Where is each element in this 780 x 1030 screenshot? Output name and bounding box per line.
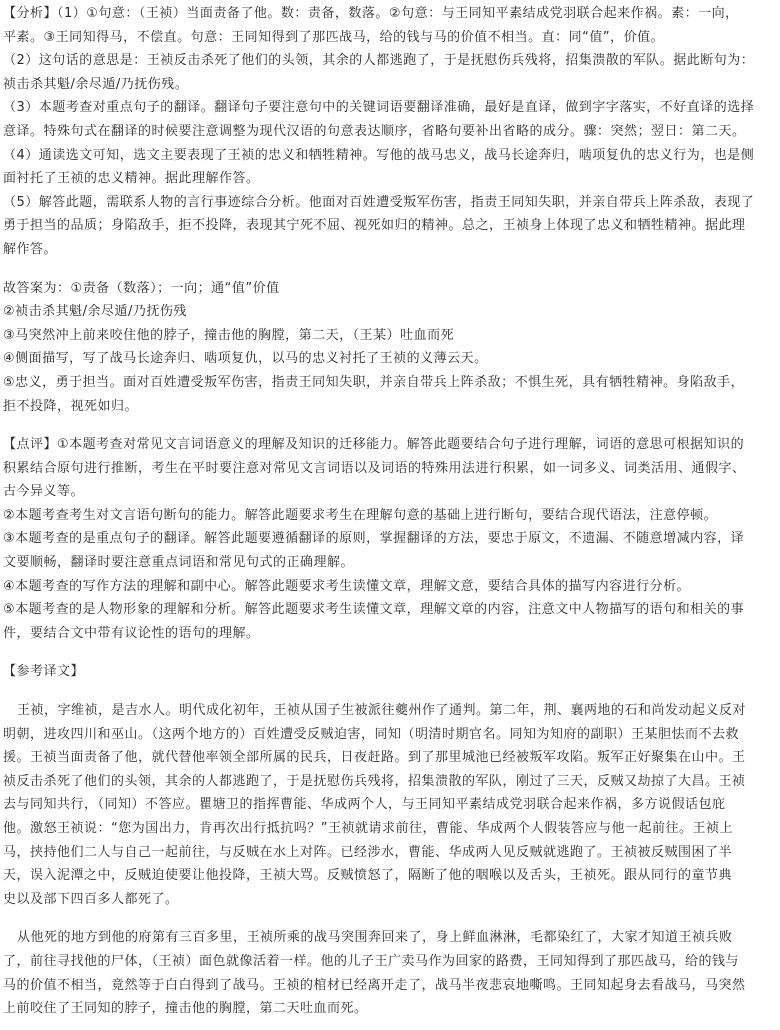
translation-line: 天，误入泥潭之中，反贼迫使要让他投降，王祯大骂。反贼愤怒了，隔断了他的咽喉以及舌头，王祯死。跟从同行的童节典: [3, 868, 733, 884]
translation-line: 他。激怒王祯说：“您为国出力，肯再次出行抵抗吗？”王祯就请求前往，曹能、华成两个人假装答应与他一起前往。王祯上: [3, 821, 733, 836]
analysis-line: 平素。③王同知得马，不偿直。句意：王同知得到了那匹战马，给的钱与马的价值不相当。直：同“值”，价值。: [3, 29, 665, 45]
analysis-line: 意译。特殊句式在翻译的时候要注意调整为现代汉语的句意表达顺序，省略句要补出省略的成分。骤：突然；翌日：第二天。: [3, 123, 746, 139]
comment-line: 积累结合原句进行推断，考生在平时要注意对常见文言词语以及词语的特殊用法进行积累，如一词多义、词类活用、通假字、: [3, 460, 746, 476]
comment-line: ②本题考查考生对文言语句断句的能力。解答此题要求考生在理解句意的基础上进行断句，要结合现代语法，注意停顿。: [3, 507, 718, 523]
translation-line: 了，前往寻找他的尸体，（王祯）面色就像活着一样。他的儿子王广卖马作为回家的路费，王同知得到了那匹战马，给的钱与: [3, 953, 740, 969]
comment-line: ④本题考查的写作方法的理解和副中心。解答此题要求考生读懂文章，理解文意，要结合具体的描写内容进行分析。: [3, 578, 691, 594]
analysis-line: （2）这句话的意思是：王祯反击杀死了他们的头领，其余的人都逃跑了，于是抚慰伤兵残将，招集溃散的军队。据此断句为：: [3, 53, 755, 69]
comment-line: ⑤本题考查的是人物形象的理解和分析。解答此题要求考生读懂文章，理解文章的内容，注意文中人物描写的语句和相关的事: [3, 602, 745, 618]
translation-line: 祯反击杀死了他们的头领，其余的人都逃跑了，于是抚慰伤兵残将，招集溃散的军队，刚过了三天，反贼又劫掠了大昌。王祯: [3, 773, 746, 789]
answer-line: ④侧面描写，写了战马长途奔归、啮项复仇，以马的忠义衬托了王祯的义薄云天。: [3, 351, 488, 367]
translation-heading-block: [3, 660, 780, 684]
translation-line: 援。王祯当面责备了他，就代替他率领全部所属的民兵，日夜赶路。到了那里城池已经被叛军攻陷。叛军正好聚集在山中。王: [3, 750, 746, 766]
analysis-line: （3）本题考查对重点句子的翻译。翻译句子要注意句中的关键词语要翻译准确，最好是直译，做到字字落实，不好直译的选择: [3, 100, 755, 116]
analysis-line: 祯击杀其魁/余尽遁/乃抚伤残。: [3, 76, 189, 92]
translation-line: 王祯，字维祯，是吉水人。明代成化初年，王祯从国子生被派往夔州作了通判。第二年，荆、襄两地的石和尚发动起义反对: [17, 703, 747, 719]
analysis-line: 解作答。: [3, 241, 58, 257]
comment-line: 件，要结合文中带有议论性的语句的理解。: [3, 625, 260, 641]
translation-heading: 【参考译文】: [3, 664, 85, 680]
translation-line: 明朝，进攻四川和巫山。（这两个地方的）百姓遭受反贼迫害，同知（明清时期官名。同知为知府的副职）王某胆怯而不去救: [3, 726, 740, 742]
comment-line: ③本题考查的是重点句子的翻译。解答此题要遵循翻译的原则，掌握翻译的方法，要忠于原文，不遗漏、不随意增减内容，译: [3, 531, 745, 547]
analysis-line: 面衬托了王祯的忠义精神。据此理解作答。: [3, 171, 260, 187]
comment-line: 古今异义等。: [3, 484, 85, 500]
translation-line: 史以及部下四百多人都死了。: [3, 891, 179, 907]
translation-paragraph: [3, 926, 780, 1020]
translation-line: 上前咬住了王同知的脖子，撞击他的胸膛，第二天吐血而死。: [3, 1001, 368, 1017]
analysis-line: 【分析】（1）①句意：（王祯）当面责备了他。数：责备，数落。②句意：与王同知平素结成党羽联合起来作祸。素：一向，: [3, 6, 739, 21]
translation-line: 从他死的地方到他的府第有三百多里，王祯所乘的战马突围奔回来了，身上鲜血淋淋，毛都染红了，大家才知道王祯兵败: [17, 930, 733, 946]
answer-line: 故答案为：①责备（数落）；一向；通“值”价值: [3, 280, 280, 296]
translation-line: 马的价值不相当，竟然等于白白得到了战马。王祯的棺材已经离开走了，战马半夜悲哀地嘶鸣。王同知起身去看战马，马突然: [3, 977, 746, 993]
translation-line: 马，挟持他们二人与自己一起前往，与反贼在水上对阵。已经涉水，曹能、华成两人见反贼就逃跑了。王祯被反贼围困了半: [3, 844, 733, 860]
comment-section: [3, 433, 780, 645]
analysis-line: 勇于担当的品质；身陷敌手，拒不投降，表现其宁死不屈、视死如归的精神。总之，王祯身上体现了忠义和牺牲精神。据此理: [3, 218, 746, 234]
answer-line: ⑤忠义，勇于担当。面对百姓遭受叛军伤害，指责王同知失职，并亲自带兵上阵杀敌；不惧生死，具有牺牲精神。身陷敌手，: [3, 374, 745, 390]
answer-section: [3, 277, 780, 419]
answer-line: ③马突然冲上前来咬住他的脖子，撞击他的胸膛，第二天，（王某）吐血而死: [3, 327, 455, 343]
analysis-line: （5）解答此题，需联系人物的言行事迹综合分析。他面对百姓遭受叛军伤害，指责王同知失职，并亲自带兵上阵杀敌，表现了: [3, 194, 755, 210]
comment-line: 文要顺畅，翻译时要注意重点词语和常见句式的正确理解。: [3, 555, 355, 571]
translation-paragraph: [3, 699, 780, 911]
answer-line: ②祯击杀其魁/余尽遁/乃抚伤残: [3, 304, 187, 320]
translation-line: 去与同知共行，（同知）不答应。瞿塘卫的指挥曹能、华成两个人，与王同知平素结成党羽联合起来作祸，多方说假话包庇: [3, 797, 726, 813]
analysis-line: （4）通读选文可知，选文主要表现了王祯的忠义和牺牲精神。写他的战马忠义，战马长途奔归，啮项复仇的忠义行为，也是侧: [3, 147, 755, 163]
comment-line: 【点评】①本题考查对常见文言词语意义的理解及知识的迁移能力。解答此题要结合句子进行理解，词语的意思可根据知识的: [3, 437, 745, 453]
answer-line: 拒不投降，视死如归。: [3, 398, 139, 414]
analysis-section: [3, 2, 780, 262]
